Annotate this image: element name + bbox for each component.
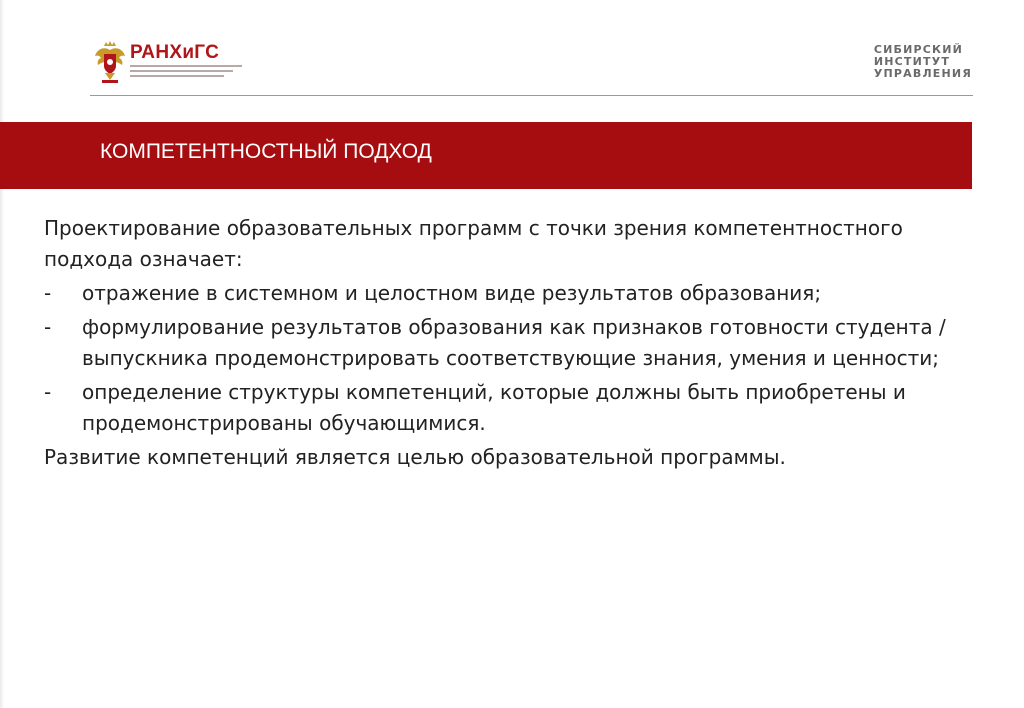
intro-paragraph: Проектирование образовательных программ с точки зрения компетентностного подхода означает: [44, 216, 903, 271]
siu-logo-line-2: ИНСТИТУТ [873, 55, 951, 68]
siu-logo-line-1: СИБИРСКИЙ [873, 43, 964, 56]
ranepa-logo-text: РАНХиГС [130, 42, 220, 63]
slide-title: КОМПЕТЕНТНОСТНЫЙ ПОДХОД [100, 140, 432, 163]
list-item [44, 278, 964, 309]
bullet-text: формулирование результатов образования как признаков готовности студента / выпускника продемонстрировать соответствующие знания, умения и ценности; [82, 315, 946, 370]
siu-logo [874, 44, 972, 80]
slide-body [44, 213, 964, 473]
bullet-marker: - [44, 380, 52, 404]
siu-logo-line-3: УПРАВЛЕНИЯ [873, 67, 972, 80]
slide-edge-shadow [0, 0, 4, 708]
bullet-text: определение структуры компетенций, которые должны быть приобретены и продемонстрированы обучающимися. [82, 380, 906, 435]
list-item [44, 377, 964, 439]
bullet-text: отражение в системном и целостном виде результатов образования; [82, 281, 822, 305]
title-band [0, 122, 972, 189]
ranepa-logo [94, 40, 294, 88]
list-item [44, 312, 964, 374]
bullet-marker: - [44, 281, 52, 305]
ranepa-logo-subtitle-lines [130, 65, 242, 80]
header-divider [90, 95, 973, 96]
closing-paragraph: Развитие компетенций является целью образовательной программы. [44, 445, 786, 469]
bullet-marker: - [44, 315, 52, 339]
ranepa-emblem-icon [94, 40, 126, 86]
